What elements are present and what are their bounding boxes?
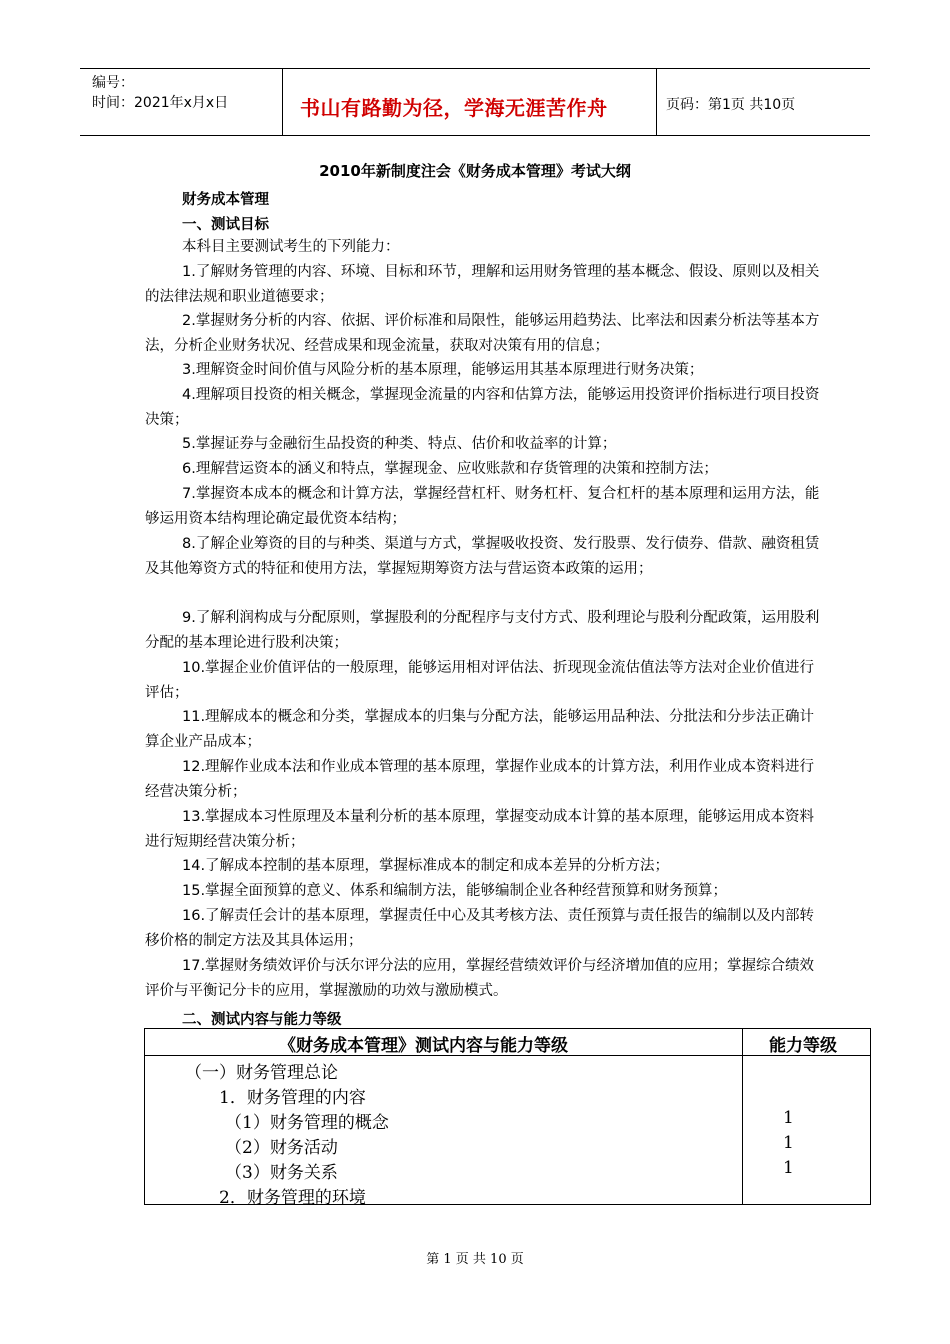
header-divider-left: [282, 68, 283, 135]
paragraph-item-15: 15.掌握全面预算的意义、体系和编制方法，能够编制企业各种经营预算和财务预算；: [182, 883, 728, 899]
paragraph-item-9: 9.了解利润构成与分配原则，掌握股利的分配程序与支付方式、股利理论与股利分配政策，运用股利分配的基本理论进行股利决策；: [145, 610, 820, 651]
table-row-level: 1: [783, 1108, 794, 1128]
header-motto: 书山有路勤为径，学海无涯苦作舟: [300, 96, 608, 120]
table-row-text: （一）财务管理总论: [185, 1063, 338, 1083]
paragraph-item-6: 6.理解营运资本的涵义和特点，掌握现金、应收账款和存货管理的决策和控制方法；: [182, 461, 718, 477]
header-code-label: 编号：: [92, 75, 134, 91]
table-row-text: （1）财务管理的概念: [225, 1113, 389, 1133]
paragraph-item-1: 1.了解财务管理的内容、环境、目标和环节，理解和运用财务管理的基本概念、假设、原则以及相关的法律法规和职业道德要求；: [145, 264, 820, 305]
header-divider-right: [656, 68, 657, 135]
paragraph-intro: 本科目主要测试考生的下列能力：: [182, 239, 400, 255]
table-row-level: 1: [783, 1158, 794, 1178]
section-2-heading: 二、测试内容与能力等级: [182, 1012, 342, 1028]
table-row-text: （3）财务关系: [225, 1163, 338, 1183]
subject-heading: 财务成本管理: [182, 192, 269, 208]
paragraph-item-12: 12.理解作业成本法和作业成本管理的基本原理，掌握作业成本的计算方法，利用作业成本资料进行经营决策分析；: [145, 759, 815, 800]
paragraph-item-10: 10.掌握企业价值评估的一般原理，能够运用相对评估法、折现现金流估值法等方法对企业价值进行评估；: [145, 660, 815, 701]
paragraph-item-3: 3.理解资金时间价值与风险分析的基本原理，能够运用其基本原理进行财务决策；: [182, 362, 704, 378]
table-row-level: 1: [783, 1133, 794, 1153]
header-page-label: 页码：第1页 共10页: [666, 97, 796, 113]
table-header-content: 《财务成本管理》测试内容与能力等级: [279, 1036, 568, 1056]
page-footer: 第 1 页 共 10 页: [426, 1252, 524, 1267]
table-row-text: 1．财务管理的内容: [219, 1088, 366, 1108]
paragraph-item-13: 13.掌握成本习性原理及本量利分析的基本原理，掌握变动成本计算的基本原理，能够运用成本资料进行短期经营决策分析；: [145, 809, 815, 850]
header-bottom-rule: [80, 135, 870, 136]
paragraph-item-8: 8.了解企业筹资的目的与种类、渠道与方式，掌握吸收投资、发行股票、发行债券、借款、融资租赁及其他筹资方式的特征和使用方法，掌握短期筹资方法与营运资本政策的运用；: [145, 536, 820, 577]
table-column-divider: [742, 1029, 743, 1204]
paragraph-item-5: 5.掌握证券与金融衍生品投资的种类、特点、估价和收益率的计算；: [182, 436, 617, 452]
paragraph-item-7: 7.掌握资本成本的概念和计算方法，掌握经营杠杆、财务杠杆、复合杠杆的基本原理和运用方法，能够运用资本结构理论确定最优资本结构；: [145, 486, 820, 527]
paragraph-item-11: 11.理解成本的概念和分类，掌握成本的归集与分配方法，能够运用品种法、分批法和分步法正确计算企业产品成本；: [145, 709, 815, 750]
header-top-rule: [80, 68, 870, 69]
table-row-text: （2）财务活动: [225, 1138, 338, 1158]
section-1-heading: 一、测试目标: [182, 217, 269, 233]
paragraph-item-17: 17.掌握财务绩效评价与沃尔评分法的应用，掌握经营绩效评价与经济增加值的应用；掌握综合绩效评价与平衡记分卡的应用，掌握激励的功效与激励模式。: [145, 958, 815, 999]
content-level-table: [144, 1028, 871, 1208]
paragraph-item-4: 4.理解项目投资的相关概念，掌握现金流量的内容和估算方法，能够运用投资评价指标进行项目投资决策；: [145, 387, 820, 428]
table-header-level: 能力等级: [769, 1036, 837, 1056]
paragraph-item-2: 2.掌握财务分析的内容、依据、评价标准和局限性，能够运用趋势法、比率法和因素分析法等基本方法，分析企业财务状况、经营成果和现金流量，获取对决策有用的信息；: [145, 313, 820, 354]
paragraph-item-16: 16.了解责任会计的基本原理，掌握责任中心及其考核方法、责任预算与责任报告的编制以及内部转移价格的制定方法及其具体运用；: [145, 908, 815, 949]
header-time-label: 时间：2021年x月x日: [92, 95, 229, 111]
document-title: 2010年新制度注会《财务成本管理》考试大纲: [319, 162, 631, 180]
paragraph-item-14: 14.了解成本控制的基本原理，掌握标准成本的制定和成本差异的分析方法；: [182, 858, 670, 874]
table-row-text: 2．财务管理的环境: [219, 1188, 366, 1208]
